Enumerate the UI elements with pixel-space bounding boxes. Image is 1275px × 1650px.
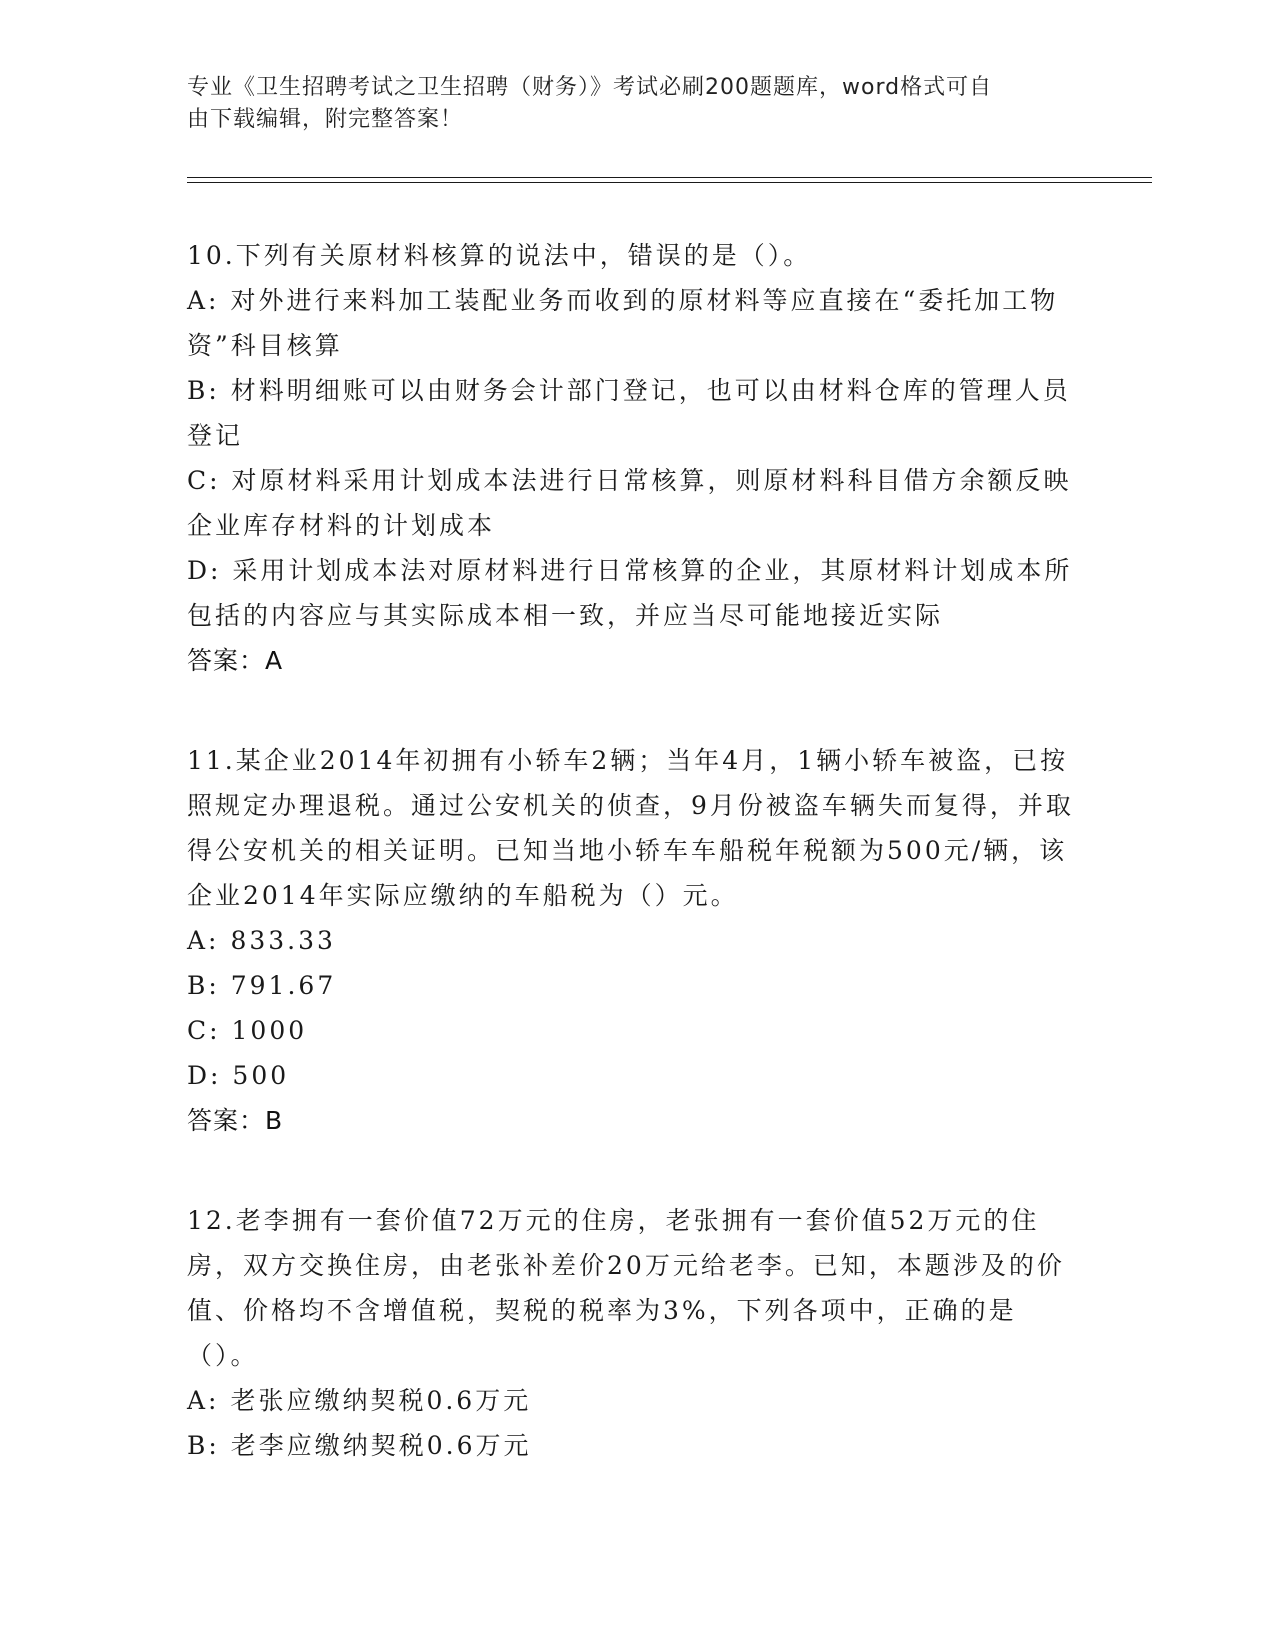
option-c <box>187 1008 1087 1053</box>
question-10 <box>187 233 1087 683</box>
option-letter: B: <box>187 376 220 405</box>
option-letter: A: <box>187 286 220 315</box>
question-list <box>187 233 1087 1468</box>
option-text: 1000 <box>231 1016 308 1045</box>
option-text: 791.67 <box>230 971 337 1000</box>
question-stem: 11.某企业2014年初拥有小轿车2辆；当年4月，1辆小轿车被盗，已按照规定办理退税。通过公安机关的侦查，9月份被盗车辆失而复得，并取得公安机关的相关证明。已知当地小轿车车船税年税额为500元/辆，该企业2014年实际应缴纳的车船税为（）元。 <box>187 746 1074 910</box>
option-letter: C: <box>187 466 221 495</box>
option-text: 对外进行来料加工装配业务而收到的原材料等应直接在“委托加工物资”科目核算 <box>187 286 1059 360</box>
answer-line: 答案：A <box>187 646 284 675</box>
option-text: 材料明细账可以由财务会计部门登记，也可以由材料仓库的管理人员登记 <box>187 376 1071 450</box>
header-rule-top <box>187 177 1152 178</box>
document-header <box>187 72 1077 136</box>
option-letter: A: <box>187 1386 220 1415</box>
header-rule-bottom <box>187 182 1152 183</box>
question-12 <box>187 1198 1087 1468</box>
option-a <box>187 278 1087 368</box>
option-text: 对原材料采用计划成本法进行日常核算，则原材料科目借方余额反映企业库存材料的计划成本 <box>187 466 1072 540</box>
option-d <box>187 548 1087 638</box>
question-stem: 10.下列有关原材料核算的说法中，错误的是（）。 <box>187 241 812 270</box>
option-letter: A: <box>187 926 220 955</box>
option-b <box>187 963 1087 1008</box>
header-line-1: 专业《卫生招聘考试之卫生招聘（财务）》考试必刷200题题库，word格式可自 <box>187 75 993 100</box>
option-text: 500 <box>232 1061 290 1090</box>
option-letter: B: <box>187 971 220 1000</box>
option-a <box>187 1378 1087 1423</box>
option-letter: D: <box>187 1061 222 1090</box>
option-letter: D: <box>187 556 222 585</box>
question-11 <box>187 738 1087 1143</box>
option-letter: B: <box>187 1431 220 1460</box>
answer-line: 答案：B <box>187 1106 284 1135</box>
option-c <box>187 458 1087 548</box>
option-d <box>187 1053 1087 1098</box>
option-b <box>187 368 1087 458</box>
option-letter: C: <box>187 1016 221 1045</box>
option-text: 采用计划成本法对原材料进行日常核算的企业，其原材料计划成本所包括的内容应与其实际成本相一致，并应当尽可能地接近实际 <box>187 556 1073 630</box>
question-stem: 12.老李拥有一套价值72万元的住房，老张拥有一套价值52万元的住房，双方交换住房，由老张补差价20万元给老李。已知，本题涉及的价值、价格均不含增值税，契税的税率为3%，下列各项中，正确的是（）。 <box>187 1206 1065 1370</box>
option-a <box>187 918 1087 963</box>
option-text: 老李应缴纳契税0.6万元 <box>230 1431 532 1460</box>
option-b <box>187 1423 1087 1468</box>
option-text: 833.33 <box>230 926 336 955</box>
header-line-2: 由下载编辑，附完整答案！ <box>187 107 464 132</box>
option-text: 老张应缴纳契税0.6万元 <box>230 1386 532 1415</box>
